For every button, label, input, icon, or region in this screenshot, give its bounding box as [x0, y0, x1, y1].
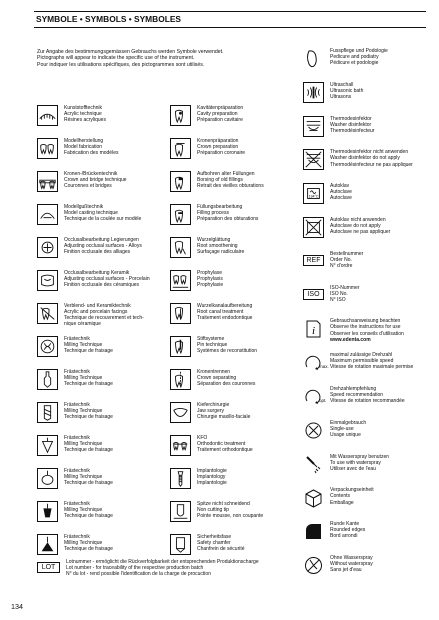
- symbol-text-line: Frästechnik: [64, 369, 90, 375]
- symbol-text-line: Einmalgebrauch: [330, 419, 367, 426]
- denture-icon: [37, 105, 58, 126]
- symbol-text-line: Frästechnik: [64, 501, 90, 507]
- symbol-text-line: Crown separating: [197, 375, 237, 382]
- symbol-text-line: Acrylic technique: [64, 111, 102, 118]
- symbol-text-line: www.edenta.com: [330, 336, 371, 343]
- symbol-text-line: Jaw surgery: [197, 408, 224, 415]
- crown-separation-icon: [170, 369, 191, 390]
- symbol-text-line: Aufbohren alter Füllungen: [197, 171, 255, 177]
- model-cast-icon: [37, 204, 58, 225]
- symbol-text-line: Frästechnik: [64, 468, 90, 474]
- lot-text: [66, 559, 366, 577]
- symbol-text-line: Technique de fraisage: [64, 480, 113, 487]
- speed-label: max.: [319, 364, 329, 370]
- symbol-text: [64, 501, 179, 519]
- symbol-entry: [303, 285, 437, 313]
- symbol-text: [330, 251, 439, 269]
- symbol-entry: [37, 237, 171, 265]
- symbol-text: [197, 105, 312, 123]
- symbol-entry: [37, 402, 171, 430]
- symbol-text-line: Autoclave ne pas appliquer: [330, 229, 391, 236]
- milling-5-icon: [37, 468, 58, 489]
- symbol-text-line: Frästechnik: [64, 534, 90, 540]
- symbol-text-line: Traitement endodontique: [197, 315, 253, 322]
- symbol-text-line: Kronentrennen: [197, 369, 231, 375]
- filling-icon: [170, 204, 191, 225]
- opt-speed-icon: [303, 386, 324, 407]
- symbol-text: [64, 303, 179, 327]
- symbol-entry: [303, 521, 437, 549]
- symbol-text-line: Thermodésinfecteur ne pas appliquer: [330, 161, 413, 168]
- lot-line-de: Lotnummer - ermöglicht die Rückverfolgbarkeit der entsprechenden Produktionscharge: [66, 559, 259, 565]
- symbol-text-line: Fusspflege und Podologie: [330, 48, 388, 54]
- symbol-text-line: maximal zulässige Drehzahl: [330, 352, 393, 359]
- symbol-text-line: N° d'ordre: [330, 262, 353, 269]
- symbol-text-line: ISO-Nummer: [330, 284, 360, 291]
- symbol-text-line: Frästechnik: [64, 402, 90, 408]
- autoclave-crossed-icon: [303, 217, 324, 238]
- symbol-text-line: Chanfrein de sécurité: [197, 546, 245, 553]
- symbol-text-line: Washer disinfektor: [330, 121, 372, 128]
- symbol-entry: [303, 82, 437, 110]
- kfo-icon: [170, 435, 191, 456]
- symbol-text-line: Wurzelglättung: [197, 237, 231, 243]
- symbol-entry: [37, 270, 171, 298]
- symbol-text-line: Séparation des couronnes: [197, 381, 256, 388]
- symbol-text-line: Kunststofftechnik: [64, 105, 102, 111]
- symbol-text-line: Safety chamfer: [197, 540, 231, 547]
- cavity-icon: [170, 105, 191, 126]
- symbol-text-line: Couronnes et bridges: [64, 183, 112, 190]
- symbol-entry: [303, 251, 437, 279]
- symbol-text: [64, 270, 179, 288]
- symbol-text: [197, 171, 312, 189]
- symbol-text-line: Wurzelkanalaufbereitung: [197, 303, 253, 309]
- symbol-text: [197, 534, 312, 552]
- symbol-text-line: Borsing of old fillings: [197, 177, 243, 184]
- symbol-text: [330, 487, 439, 505]
- symbol-entry: [170, 435, 304, 463]
- symbol-text: [64, 336, 179, 354]
- instructions-icon: [303, 318, 324, 339]
- symbol-text-line: Root canal treatment: [197, 309, 244, 316]
- iso-icon: ISO: [303, 289, 324, 300]
- safety-chamfer-icon: [170, 534, 191, 555]
- lot-entry: [37, 559, 422, 583]
- symbol-text-line: Single-use: [330, 425, 354, 432]
- implant-icon: [170, 468, 191, 489]
- symbol-entry: [37, 204, 171, 232]
- ultrasound-icon: [303, 82, 324, 103]
- symbol-text-line: Ultrasons: [330, 93, 352, 100]
- symbol-entry: [303, 217, 437, 245]
- symbol-text: [64, 171, 179, 189]
- milling-6-icon: [37, 501, 58, 522]
- symbol-text-line: Crown preparation: [197, 144, 239, 151]
- symbol-text-line: Autoklav nicht anwenden: [330, 217, 386, 223]
- symbol-entry: [303, 487, 437, 515]
- symbol-text: [330, 48, 439, 66]
- symbol-entry: [37, 138, 171, 166]
- symbol-text: [330, 183, 439, 201]
- milling-3-icon: [37, 402, 58, 423]
- milling-7-icon: [37, 534, 58, 555]
- washer-icon: [303, 116, 324, 137]
- symbol-text-line: Kavitätenpräparation: [197, 105, 244, 111]
- root-smoothing-icon: [170, 237, 191, 258]
- symbol-text-line: Finition occlusale des céramiques: [64, 282, 140, 289]
- symbol-entry: [37, 534, 171, 562]
- symbol-text-line: Implantologie: [197, 480, 227, 487]
- symbol-text-line: Vitesse de rotation maximale permise: [330, 364, 414, 371]
- symbol-text: [64, 402, 179, 420]
- symbol-entry: [37, 336, 171, 364]
- symbol-text-line: Stiftsysteme: [197, 336, 225, 342]
- symbol-text: [64, 204, 179, 222]
- symbol-text-line: Milling Technique: [64, 342, 103, 349]
- symbol-text: [330, 82, 439, 100]
- symbol-entry: [303, 48, 437, 76]
- symbol-entry: [170, 501, 304, 529]
- bridge-icon: [37, 171, 58, 192]
- symbol-text-line: Gebrauchsanweisung beachten: [330, 318, 401, 325]
- symbol-text-line: Kieferchirurgie: [197, 402, 230, 408]
- symbol-text-line: Model casting technique: [64, 210, 118, 217]
- symbol-text: [330, 521, 439, 539]
- symbol-text-line: Utiliser avec de l'eau: [330, 465, 376, 472]
- symbol-entry: [170, 303, 304, 331]
- symbol-text-line: Sicherheitsfase: [197, 534, 232, 540]
- symbol-text-line: Orthodontic treatment: [197, 441, 246, 448]
- symbol-text-line: Non cutting tip: [197, 507, 229, 514]
- symbol-text-line: Usage unique: [330, 431, 361, 438]
- ref-icon: REF: [303, 255, 324, 266]
- round-edge-icon: [303, 521, 324, 542]
- symbol-text-line: Without waterspray: [330, 561, 373, 568]
- symbol-text: [64, 534, 179, 552]
- symbol-text: [330, 386, 439, 404]
- symbol-text-line: Adjusting occlusal surfaces - Porcelain: [64, 276, 150, 283]
- symbol-text-line: Préparation des obturations: [197, 216, 259, 223]
- symbol-text-line: Acrylic and porcelain facings: [64, 309, 128, 316]
- symbol-text-line: Contents: [330, 493, 351, 500]
- symbol-text: [197, 336, 312, 354]
- speed-label: opt.: [319, 398, 327, 403]
- symbol-text-line: Maximum permissible speed: [330, 358, 394, 365]
- symbol-text: [330, 285, 439, 303]
- root-canal-icon: [170, 303, 191, 324]
- occlusal-alloy-icon: [37, 237, 58, 258]
- symbol-text-line: Pédicure et podologie: [330, 60, 379, 67]
- symbol-text: [64, 435, 179, 453]
- single-use-icon: [303, 420, 324, 441]
- symbol-text: [197, 303, 312, 321]
- svg-text:134°C: 134°C: [308, 194, 319, 199]
- symbol-text-line: Kronenpräparation: [197, 138, 239, 144]
- page-header: SYMBOLE • SYMBOLS • SYMBOLES: [34, 11, 426, 28]
- symbol-text-line: ISO No.: [330, 290, 348, 297]
- washer-crossed-icon: [303, 149, 324, 170]
- symbol-text-line: Technique de fraisage: [64, 513, 113, 520]
- symbol-text: [197, 237, 312, 255]
- symbol-text-line: Implantology: [197, 474, 226, 481]
- symbol-entry: [170, 468, 304, 496]
- symbol-text-line: Ultrasonic bath: [330, 87, 364, 94]
- symbol-entry: [303, 386, 437, 414]
- symbol-text-line: Runde Kante: [330, 521, 360, 528]
- symbol-text-line: Milling Technique: [64, 408, 103, 415]
- symbol-text-line: Surfaçage radiculaire: [197, 249, 245, 256]
- symbol-entry: [303, 183, 437, 211]
- symbol-text: [197, 501, 312, 519]
- model-teeth-icon: [37, 138, 58, 159]
- symbol-text: [197, 138, 312, 156]
- autoclave-icon: [303, 183, 324, 204]
- symbol-entry: [170, 270, 304, 298]
- symbol-text-line: Cavity preparation: [197, 111, 238, 118]
- symbol-text-line: Thermodesinfektor nicht anwenden: [330, 149, 409, 156]
- symbol-text-line: Rounded edges: [330, 527, 366, 534]
- symbol-text-line: Modellgußtechnik: [64, 204, 104, 210]
- symbol-text-line: Technique de fraisage: [64, 381, 113, 388]
- symbol-text: [330, 116, 439, 134]
- symbol-entry: [303, 116, 437, 144]
- symbol-text-line: Frästechnik: [64, 336, 90, 342]
- symbol-text: [330, 352, 439, 370]
- symbol-text-line: Bestellnummer: [330, 250, 364, 257]
- symbol-text-line: KFO: [197, 435, 208, 441]
- symbol-text-line: Milling Technique: [64, 507, 103, 514]
- veneer-icon: [37, 303, 58, 324]
- symbol-text-line: Prophylaxe: [197, 270, 223, 276]
- intro-line-de: Zur Angabe des bestimmungsgemässen Gebrauchs werden Symbole verwendet.: [37, 49, 224, 55]
- lot-line-fr: N° du lot - rend possible l'identification de la charge de procuction: [66, 571, 211, 578]
- max-speed-icon: [303, 352, 324, 373]
- symbol-entry: [170, 336, 304, 364]
- symbol-text-line: Implantologie: [197, 468, 227, 474]
- symbol-text-line: Füllungsbearbeitung: [197, 204, 243, 210]
- symbol-text-line: Pointe mousse, non coupante: [197, 513, 264, 520]
- symbol-entry: [37, 105, 171, 133]
- symbol-text-line: Observer les conseils d'utilisation: [330, 330, 404, 337]
- symbol-text: [330, 149, 439, 167]
- symbol-text-line: Thermodesinfektor: [330, 115, 372, 122]
- symbol-text-line: Préparation cavitaire: [197, 117, 243, 124]
- symbol-text: [330, 420, 439, 438]
- symbol-entry: [303, 149, 437, 177]
- symbol-entry: [37, 303, 171, 331]
- symbol-text: [64, 105, 179, 123]
- foot-icon: [303, 48, 324, 69]
- symbol-text-line: Retrait des vieilles obturations: [197, 183, 264, 190]
- symbol-text-line: Technique de recouvrement et tech-: [64, 315, 144, 322]
- svg-text:i: i: [311, 325, 316, 338]
- symbol-text-line: Ultraschall: [330, 81, 354, 88]
- lot-icon: LOT: [37, 562, 60, 573]
- symbol-text: [197, 204, 312, 222]
- intro-text: [37, 49, 292, 68]
- symbol-text: [64, 138, 179, 156]
- symbol-text-line: Systèmes de reconstitution: [197, 348, 258, 355]
- pin-icon: [170, 336, 191, 357]
- jaw-surgery-icon: [170, 402, 191, 423]
- crown-prep-icon: [170, 138, 191, 159]
- intro-line-en: Pictographs will appear to indicate the specific use of the instrument.: [37, 55, 195, 62]
- symbol-entry: [303, 318, 437, 346]
- symbol-text-line: Occlusalbearbeitung Legierungen: [64, 237, 139, 243]
- symbol-text-line: Sans jet d'eau: [330, 567, 362, 574]
- page-number: 134: [11, 602, 23, 611]
- symbol-text-line: Verpackungseinheit: [330, 487, 374, 494]
- symbol-text-line: Filling process: [197, 210, 229, 217]
- symbol-text: [197, 468, 312, 486]
- symbol-text-line: Thermodésinfecteur: [330, 127, 375, 134]
- symbol-text-line: Kronen-/Brückentechnik: [64, 171, 118, 177]
- symbol-text-line: Model fabrication: [64, 144, 103, 151]
- symbol-entry: [170, 369, 304, 397]
- symbol-entry: [37, 369, 171, 397]
- symbol-text-line: Technique de fraisage: [64, 546, 113, 553]
- symbol-text-line: Drehzahlempfehlung: [330, 386, 377, 392]
- symbol-entry: [303, 352, 437, 380]
- symbol-text: [330, 454, 439, 472]
- old-fillings-icon: [170, 171, 191, 192]
- symbol-text-line: Résines acryliques: [64, 117, 106, 124]
- symbol-entry: [170, 204, 304, 232]
- symbol-text-line: Modellherstellung: [64, 138, 104, 144]
- symbol-text-line: Occlusalbearbeitung Keramik: [64, 270, 130, 276]
- symbol-text-line: Fabrication des modèles: [64, 150, 119, 157]
- symbol-entry: [170, 105, 304, 133]
- symbol-text-line: Technique de fraisage: [64, 447, 113, 454]
- symbol-text-line: Autoclave do not apply: [330, 223, 381, 230]
- symbol-text: [330, 217, 439, 235]
- symbol-text-line: Crown and bridge technique: [64, 177, 127, 184]
- symbol-text-line: Milling Technique: [64, 375, 103, 382]
- symbol-text-line: Verblend- und Keramiktechnik: [64, 303, 131, 309]
- symbol-text-line: Pin technique: [197, 342, 228, 349]
- symbol-text: [64, 369, 179, 387]
- occlusal-ceramic-icon: [37, 270, 58, 291]
- symbol-entry: [37, 435, 171, 463]
- symbol-entry: [170, 138, 304, 166]
- symbol-text-line: Adjusting occlusal surfaces - Alloys: [64, 243, 142, 250]
- symbol-text-line: To use with waterspray: [330, 459, 381, 466]
- water-spray-icon: [303, 454, 324, 475]
- symbol-text-line: nique céramique: [64, 321, 101, 328]
- symbol-text: [197, 369, 312, 387]
- symbol-text-line: Milling Technique: [64, 474, 103, 481]
- symbol-text-line: Milling Technique: [64, 540, 103, 547]
- non-cutting-tip-icon: [170, 501, 191, 522]
- symbol-text-line: Autoklav: [330, 183, 350, 190]
- symbol-text: [64, 468, 179, 486]
- symbol-text: [197, 435, 312, 453]
- symbol-text-line: Pedicure and podiatry: [330, 54, 379, 61]
- package-icon: [303, 487, 324, 508]
- symbol-text: [197, 402, 312, 420]
- symbol-text-line: Technique de la coulée sur modèle: [64, 216, 142, 223]
- symbol-entry: [303, 454, 437, 482]
- symbol-entry: [37, 468, 171, 496]
- symbol-text-line: Observe the instructions for use: [330, 324, 401, 331]
- symbol-text-line: Order No.: [330, 256, 352, 263]
- symbol-text-line: Finition occlusale des alliages: [64, 249, 131, 256]
- milling-1-icon: [37, 336, 58, 357]
- symbol-text-line: Vitesse de rotation recommandée: [330, 398, 405, 405]
- symbol-text-line: Frästechnik: [64, 435, 90, 441]
- prophylaxis-1-icon: [170, 270, 191, 291]
- symbol-text-line: Prophylaxis: [197, 276, 223, 283]
- symbol-text-line: Ohne Wasserspray: [330, 555, 373, 561]
- symbol-text-line: Emballage: [330, 499, 354, 506]
- symbol-text-line: Chirurgie maxillo-faciale: [197, 414, 251, 421]
- symbol-entry: [170, 237, 304, 265]
- symbol-text: [330, 318, 439, 342]
- symbol-text-line: Traitement orthodontique: [197, 447, 253, 454]
- symbol-text-line: Speed recommendation: [330, 392, 384, 399]
- symbol-text-line: Autoclave: [330, 195, 352, 202]
- symbol-text-line: Mit Wasserspray benutzen: [330, 453, 390, 460]
- intro-line-fr: Pour indiquer les utilisations spécifiques, des pictogrammes sont utilisés.: [37, 61, 205, 68]
- symbol-text-line: N° ISO: [330, 296, 346, 303]
- symbol-entry: [170, 534, 304, 562]
- symbol-text-line: Spitze nicht schneidend: [197, 501, 250, 507]
- symbol-text-line: Root smoothening: [197, 243, 238, 250]
- symbol-text-line: Washer disinfektor do not apply: [330, 155, 400, 162]
- symbol-entry: [170, 171, 304, 199]
- milling-2-icon: [37, 369, 58, 390]
- symbol-entry: [37, 501, 171, 529]
- symbol-text: [197, 270, 312, 288]
- symbol-entry: [170, 402, 304, 430]
- symbol-text-line: Technique de fraisage: [64, 414, 113, 421]
- symbol-text-line: Prophylaxie: [197, 282, 224, 289]
- symbol-text-line: Préparation coronaire: [197, 150, 246, 157]
- symbol-text: [64, 237, 179, 255]
- symbol-entry: [37, 171, 171, 199]
- milling-4-icon: [37, 435, 58, 456]
- symbol-text-line: Milling Technique: [64, 441, 103, 448]
- symbol-text-line: Bord arrondi: [330, 533, 358, 540]
- symbol-entry: [303, 420, 437, 448]
- symbol-text-line: Autoclave: [330, 189, 352, 196]
- symbol-text-line: Technique de fraisage: [64, 348, 113, 355]
- lot-line-en: Lot number - for traceability of the respective production batch: [66, 565, 204, 572]
